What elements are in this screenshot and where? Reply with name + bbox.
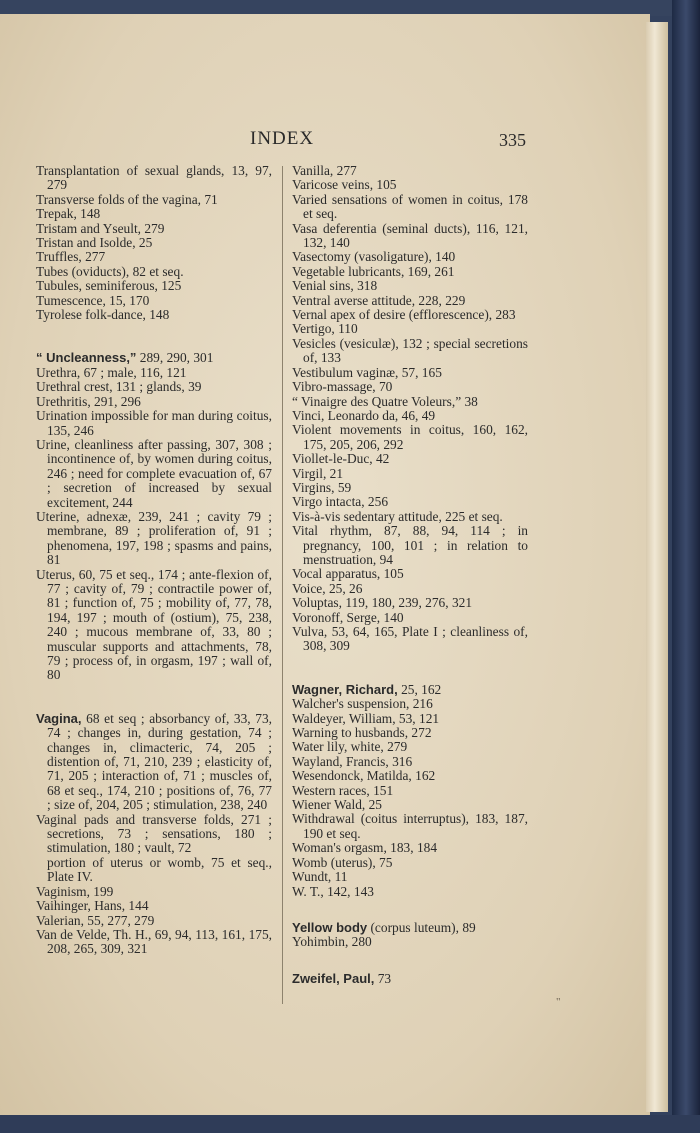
- index-entry: [36, 279, 272, 293]
- index-entry: [292, 409, 528, 423]
- index-entry-text: Yohimbin, 280: [292, 934, 372, 950]
- index-entry-text: Vestibulum vaginæ, 57, 165: [292, 364, 442, 380]
- index-entry: [292, 740, 528, 754]
- index-entry-text: Virgil, 21: [292, 465, 344, 481]
- index-entry-text: Voluptas, 119, 180, 239, 276, 321: [292, 595, 473, 611]
- index-entry-text: Withdrawal (coitus interruptus), 183, 187, 190 et seq.: [292, 811, 528, 841]
- index-entry: [292, 481, 528, 495]
- index-entry: [36, 438, 272, 510]
- index-entry: [292, 423, 528, 452]
- index-entry: [36, 885, 272, 899]
- index-entry: [292, 683, 528, 697]
- index-entry-text: Viollet-le-Duc, 42: [292, 451, 390, 467]
- index-entry-text: Trepak, 148: [36, 206, 101, 222]
- index-entry-text: Venial sins, 318: [292, 278, 378, 294]
- index-entry-text: Wesendonck, Matilda, 162: [292, 768, 436, 784]
- index-entry-text: (corpus luteum), 89: [367, 919, 476, 935]
- index-entry-text: Truffles, 277: [36, 249, 106, 265]
- index-entry-text: Wayland, Francis, 316: [292, 753, 413, 769]
- index-entry-text: Voice, 25, 26: [292, 580, 363, 596]
- index-column-left: [36, 164, 272, 957]
- page-header: [0, 128, 650, 156]
- index-entry: [292, 870, 528, 884]
- index-heading: Wagner, Richard,: [292, 681, 398, 697]
- index-entry-text: Tristam and Yseult, 279: [36, 220, 165, 236]
- index-column-right: [292, 164, 528, 986]
- index-entry-text: 68 et seq ; absorbancy of, 33, 73, 74 ; changes in, during gestation, 74 ; changes in, climacteric, 74, 205 ; distention of, 71, 210, 239 ; elasticity of, 71, 205 ; interaction of, 71 ; muscles of, 68 et seq., 174, 210 ; positions of, 76, 77 ; size of, 204, 205 ; stimulation, 238, 240: [47, 710, 272, 813]
- index-entry-text: Transplantation of sexual glands, 13, 97, 279: [36, 163, 272, 193]
- book-page: [0, 14, 650, 1118]
- section-gap: [292, 899, 528, 921]
- book-cover-bottom: [0, 1115, 700, 1133]
- index-entry: [292, 250, 528, 264]
- index-entry-text: Tyrolese folk-dance, 148: [36, 307, 170, 323]
- index-entry: [36, 308, 272, 322]
- running-title: INDEX: [250, 128, 315, 149]
- index-entry: [292, 193, 528, 222]
- index-entry-text: Virgo intacta, 256: [292, 494, 389, 510]
- index-entry: [36, 914, 272, 928]
- index-entry-text: 25, 162: [397, 681, 442, 697]
- index-entry-text: Tristan and Isolde, 25: [36, 235, 153, 251]
- index-entry: [292, 856, 528, 870]
- index-entry: [292, 582, 528, 596]
- index-heading: Zweifel, Paul,: [292, 970, 375, 986]
- index-entry: [292, 921, 528, 935]
- index-entry: [36, 250, 272, 264]
- index-entry-text: Urethritis, 291, 296: [36, 393, 141, 409]
- index-entry: [292, 524, 528, 567]
- page-edge: [646, 22, 668, 1112]
- index-entry: [36, 164, 272, 193]
- index-entry-text: Vocal apparatus, 105: [292, 566, 404, 582]
- index-entry-text: Urine, cleanliness after passing, 307, 308 ; incontinence of, by women during coitus, 246 ; need for complete evacuation of, 67 ; secretion of increased by sexual excitement, 244: [36, 436, 272, 510]
- column-divider: [282, 166, 283, 1004]
- index-entry: [36, 568, 272, 683]
- index-entry: [292, 322, 528, 336]
- index-entry-text: Vertigo, 110: [292, 321, 358, 337]
- index-entry-text: “ Vinaigre des Quatre Voleurs,” 38: [292, 393, 478, 409]
- index-entry: [292, 784, 528, 798]
- index-entry: [36, 236, 272, 250]
- index-entry: [36, 395, 272, 409]
- index-entry-text: Vegetable lubricants, 169, 261: [292, 263, 455, 279]
- index-entry: [292, 510, 528, 524]
- index-entry: [36, 207, 272, 221]
- index-heading: “ Uncleanness,”: [36, 350, 137, 366]
- index-entry-text: Virgins, 59: [292, 479, 352, 495]
- index-entry: [292, 885, 528, 899]
- section-gap: [292, 654, 528, 683]
- index-entry: [292, 178, 528, 192]
- index-entry-text: Vibro-massage, 70: [292, 379, 393, 395]
- index-entry: [36, 265, 272, 279]
- index-entry-text: Water lily, white, 279: [292, 739, 408, 755]
- index-entry-text: Ventral averse attitude, 228, 229: [292, 292, 466, 308]
- stray-mark: ": [556, 996, 561, 1008]
- index-entry-text: Tubules, seminiferous, 125: [36, 278, 182, 294]
- index-entry: [292, 841, 528, 855]
- index-entry-text: Tubes (oviducts), 82 et seq.: [36, 263, 184, 279]
- index-entry: [292, 798, 528, 812]
- index-entry: [292, 935, 528, 949]
- index-entry-text: Vaginism, 199: [36, 883, 114, 899]
- index-entry-text: Uterine, adnexæ, 239, 241 ; cavity 79 ; membrane, 89 ; proliferation of, 91 ; phenomena, 197, 198 ; spasms and pains, 81: [36, 508, 272, 568]
- section-gap: [292, 950, 528, 972]
- index-entry-text: Varied sensations of women in coitus, 178 et seq.: [292, 191, 528, 222]
- index-entry-text: Vinci, Leonardo da, 46, 49: [292, 407, 436, 423]
- index-entry: [292, 380, 528, 394]
- index-entry-text: Vital rhythm, 87, 88, 94, 114 ; in pregnancy, 100, 101 ; in relation to menstruation, 94: [292, 523, 528, 567]
- index-entry: [36, 856, 272, 885]
- book-spine: [672, 0, 700, 1133]
- index-entry: [292, 596, 528, 610]
- index-entry: [292, 294, 528, 308]
- index-entry: [36, 510, 272, 568]
- index-entry-text: Vasa deferentia (seminal ducts), 116, 121, 132, 140: [292, 220, 528, 251]
- index-entry-text: Vasectomy (vasoligature), 140: [292, 249, 456, 265]
- index-entry-text: Vernal apex of desire (efflorescence), 283: [292, 307, 516, 323]
- index-entry-text: portion of uterus or womb, 75 et seq., Plate IV.: [47, 854, 272, 885]
- index-entry-text: Van de Velde, Th. H., 69, 94, 113, 161, 175, 208, 265, 309, 321: [36, 926, 272, 957]
- index-entry-text: Varicose veins, 105: [292, 177, 397, 193]
- index-entry: [292, 308, 528, 322]
- index-entry: [292, 755, 528, 769]
- index-entry-text: Walcher's suspension, 216: [292, 696, 433, 712]
- index-entry: [292, 712, 528, 726]
- index-entry-text: Warning to husbands, 272: [292, 725, 432, 741]
- index-entry: [292, 265, 528, 279]
- index-entry-text: Uterus, 60, 75 et seq., 174 ; ante-flexion of, 77 ; cavity of, 79 ; contractile power of, 81 ; function of, 75 ; mobility of, 77, 78, 194, 197 ; mouth of (ostium), 75, 238, 240 ; mucous membrane of, 33, 80 ; muscular supports and attachments, 78, 79 ; process of, in orgasm, 197 ; wall of, 80: [36, 566, 272, 683]
- index-entry-text: Waldeyer, William, 53, 121: [292, 710, 440, 726]
- section-gap: [36, 322, 272, 351]
- index-entry-text: W. T., 142, 143: [292, 883, 374, 899]
- index-entry-text: Wiener Wald, 25: [292, 797, 382, 813]
- index-entry: [292, 812, 528, 841]
- index-entry-text: Violent movements in coitus, 160, 162, 175, 205, 206, 292: [292, 422, 528, 452]
- index-entry: [292, 567, 528, 581]
- index-entry: [292, 164, 528, 178]
- index-entry-text: Vanilla, 277: [292, 163, 357, 178]
- index-entry: [36, 294, 272, 308]
- index-entry-text: Vaginal pads and transverse folds, 271 ; secretions, 73 ; sensations, 180 ; stimulation, 180 ; vault, 72: [36, 811, 272, 856]
- index-entry: [36, 712, 272, 813]
- index-entry-text: Tumescence, 15, 170: [36, 292, 150, 308]
- index-entry: [36, 380, 272, 394]
- index-entry: [292, 452, 528, 466]
- page-number: 335: [499, 130, 526, 150]
- index-entry: [36, 193, 272, 207]
- index-entry-text: Wundt, 11: [292, 869, 348, 885]
- index-entry: [292, 467, 528, 481]
- index-entry-text: Vesicles (vesiculæ), 132 ; special secretions of, 133: [292, 335, 528, 366]
- index-entry-text: 73: [374, 970, 392, 986]
- index-entry: [292, 366, 528, 380]
- index-entry: [36, 928, 272, 957]
- index-entry: [292, 495, 528, 509]
- index-entry-text: Voronoff, Serge, 140: [292, 609, 404, 625]
- index-entry: [292, 337, 528, 366]
- index-entry: [292, 222, 528, 251]
- index-entry-text: Womb (uterus), 75: [292, 854, 393, 870]
- index-entry: [292, 972, 528, 986]
- index-entry-text: 289, 290, 301: [136, 350, 214, 366]
- index-entry-text: Vulva, 53, 64, 165, Plate I ; cleanliness of, 308, 309: [292, 624, 528, 654]
- index-entry: [292, 697, 528, 711]
- index-heading: Vagina,: [36, 710, 82, 726]
- index-entry: [36, 366, 272, 380]
- index-entry-text: Urination impossible for man during coitus, 135, 246: [36, 408, 272, 438]
- index-entry-text: Urethra, 67 ; male, 116, 121: [36, 364, 187, 380]
- index-entry: [36, 222, 272, 236]
- index-entry-text: Valerian, 55, 277, 279: [36, 912, 155, 928]
- index-heading: Yellow body: [292, 919, 368, 935]
- index-entry-text: Western races, 151: [292, 782, 394, 798]
- index-entry: [36, 409, 272, 438]
- section-gap: [36, 683, 272, 712]
- index-entry: [292, 625, 528, 654]
- index-entry-text: Urethral crest, 131 ; glands, 39: [36, 379, 202, 395]
- index-entry: [292, 769, 528, 783]
- index-entry: [292, 726, 528, 740]
- index-entry-text: Woman's orgasm, 183, 184: [292, 840, 438, 856]
- index-entry: [292, 395, 528, 409]
- index-entry: [292, 279, 528, 293]
- index-entry-text: Vis-à-vis sedentary attitude, 225 et seq.: [292, 508, 503, 524]
- index-entry: [292, 611, 528, 625]
- index-entry-text: Transverse folds of the vagina, 71: [36, 191, 218, 207]
- index-entry: [36, 351, 272, 365]
- index-entry: [36, 899, 272, 913]
- index-entry: [36, 813, 272, 856]
- index-entry-text: Vaihinger, Hans, 144: [36, 898, 149, 914]
